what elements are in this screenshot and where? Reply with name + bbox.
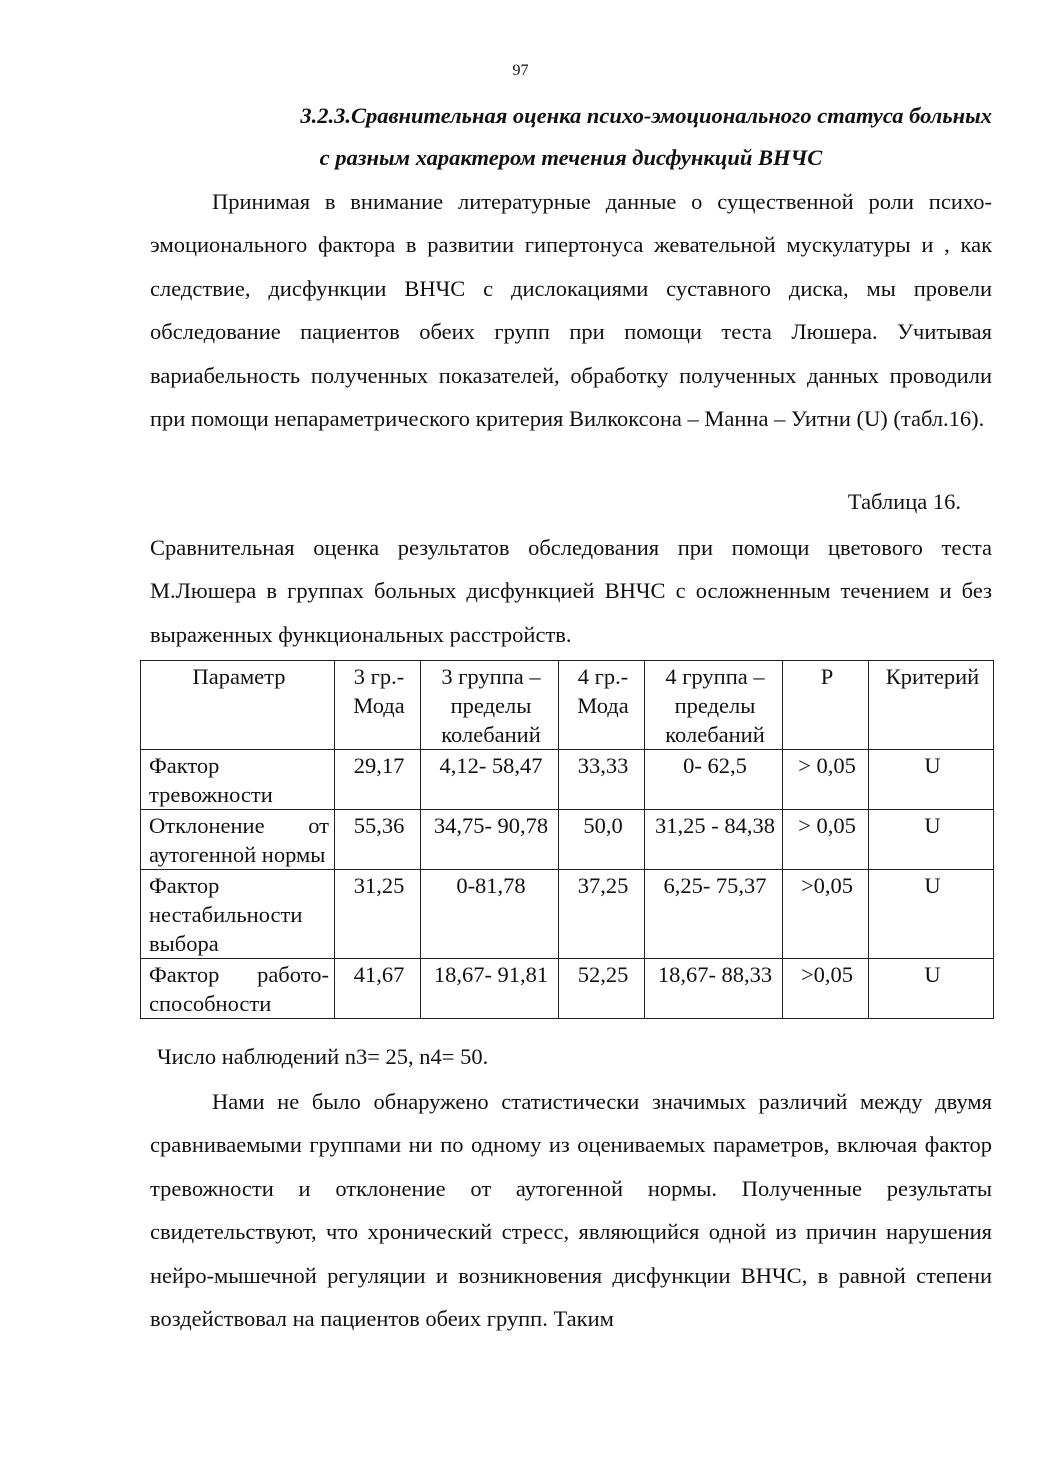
conclusion-paragraph: Нами не было обнаружено статистически значимых различий между двумя сравниваемыми группами ни по одному из оцениваемых параметров, включая фактор тревожности и отклонение от аутогенной нормы. Полученные результаты свидетельствуют, что хронический стресс, являющийся одной из причин нарушения нейро-мышечной регуляции и возникновения дисфункции ВНЧС, в равной степени воздействовал на пациентов обеих групп. Таким	[150, 1089, 992, 1332]
table-row	[141, 870, 994, 959]
cell-group3-mode: 29,17	[335, 750, 421, 810]
cell-group4-mode: 33,33	[559, 750, 645, 810]
table-header-row	[141, 661, 994, 750]
cell-criterion: U	[869, 810, 994, 870]
cell-p: > 0,05	[783, 750, 869, 810]
cell-criterion: U	[869, 870, 994, 959]
cell-parameter: Отклонение от аутогенной нормы	[141, 810, 335, 870]
cell-group3-mode: 31,25	[335, 870, 421, 959]
table-row	[141, 810, 994, 870]
table-caption: Сравнительная оценка результатов обследования при помощи цветового теста М.Люшера в группах больных дисфункцией ВНЧС с осложненным течением и без выраженных функциональных расстройств.	[150, 535, 992, 647]
cell-p: > 0,05	[783, 810, 869, 870]
cell-group4-range: 18,67- 88,33	[645, 959, 783, 1019]
header-group4-mode: 4 гр.- Мода	[559, 661, 645, 750]
header-group3-mode: 3 гр.- Мода	[335, 661, 421, 750]
cell-group3-range: 18,67- 91,81	[421, 959, 559, 1019]
cell-group4-mode: 37,25	[559, 870, 645, 959]
results-table	[140, 660, 994, 1019]
cell-parameter: Фактор работо- способности	[141, 959, 335, 1019]
intro-paragraph: Принимая в внимание литературные данные о существенной роли психо- эмоционального фактора в развитии гипертонуса жевательной мускулатуры и , как следствие, дисфункции ВНЧС с дислокациями суставного диска, мы провели обследование пациентов обеих групп при помощи теста Люшера. Учитывая вариабельность полученных показателей, обработку полученных данных проводили при помощи непараметрического критерия Вилкоксона – Манна – Уитни (U) (табл.16).	[150, 189, 992, 432]
header-p: P	[783, 661, 869, 750]
cell-group3-mode: 41,67	[335, 959, 421, 1019]
section-heading-line-1: 3.2.3.Сравнительная оценка психо-эмоционального статуса больных	[300, 103, 992, 128]
cell-group3-mode: 55,36	[335, 810, 421, 870]
header-parameter: Параметр	[141, 661, 335, 750]
header-criterion: Критерий	[869, 661, 994, 750]
cell-group4-range: 31,25 - 84,38	[645, 810, 783, 870]
table-note: Число наблюдений n3= 25, n4= 50.	[157, 1044, 489, 1069]
header-group4-range: 4 группа – пределы колебаний	[645, 661, 783, 750]
cell-group4-mode: 52,25	[559, 959, 645, 1019]
page-number: 97	[512, 62, 529, 79]
table-row	[141, 959, 994, 1019]
cell-group3-range: 4,12- 58,47	[421, 750, 559, 810]
cell-criterion: U	[869, 959, 994, 1019]
cell-p: >0,05	[783, 959, 869, 1019]
cell-p: >0,05	[783, 870, 869, 959]
cell-group3-range: 0-81,78	[421, 870, 559, 959]
header-group3-range: 3 группа – пределы колебаний	[421, 661, 559, 750]
table-label: Таблица 16.	[847, 489, 961, 514]
section-heading-line-2: с разным характером течения дисфункций ВНЧС	[319, 145, 823, 170]
table-row	[141, 750, 994, 810]
cell-group4-mode: 50,0	[559, 810, 645, 870]
cell-group4-range: 6,25- 75,37	[645, 870, 783, 959]
cell-parameter: Фактор тревожности	[141, 750, 335, 810]
cell-group3-range: 34,75- 90,78	[421, 810, 559, 870]
cell-parameter: Фактор нестабильности выбора	[141, 870, 335, 959]
cell-criterion: U	[869, 750, 994, 810]
cell-group4-range: 0- 62,5	[645, 750, 783, 810]
